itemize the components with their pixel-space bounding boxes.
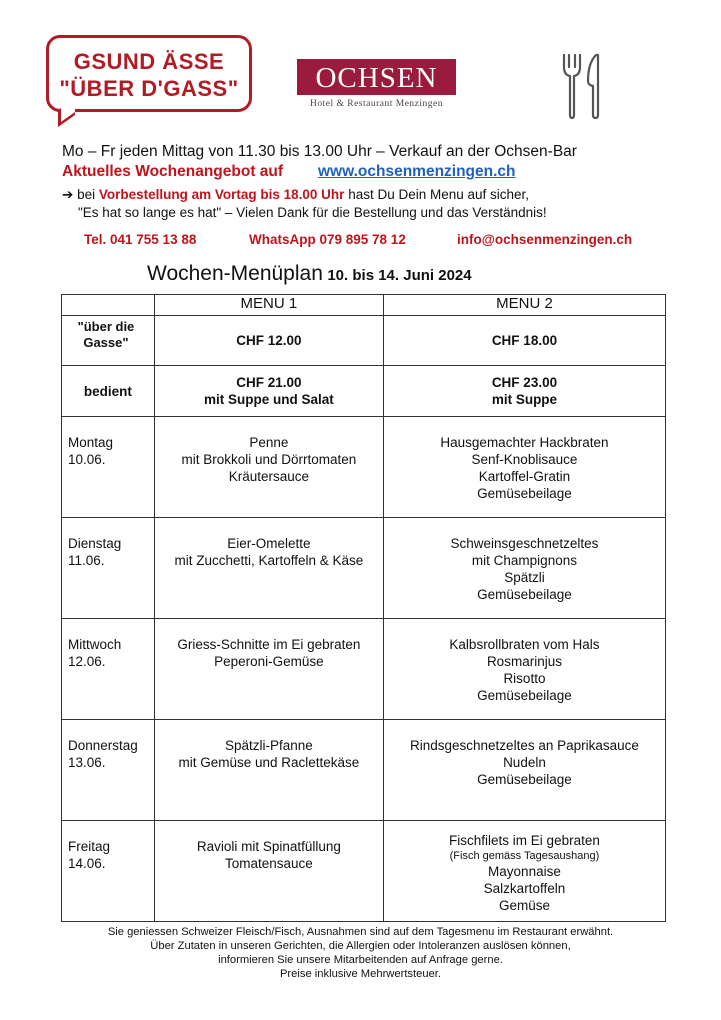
menu2-dish-cell	[383, 518, 665, 619]
menu-table	[61, 294, 666, 922]
dish-line: Rosmarinjus	[486, 654, 562, 669]
title-main: Wochen-Menüplan	[147, 262, 323, 285]
header-menu1: MENU 1	[154, 295, 383, 316]
table-row	[62, 619, 666, 720]
dish-line: Gemüsebeilage	[477, 772, 572, 787]
dish-line: Senf-Knoblisauce	[471, 452, 578, 467]
badge-line1: GSUND ÄSSE	[73, 49, 225, 74]
day-cell	[62, 720, 155, 821]
menu2-dish-cell	[383, 821, 665, 922]
table-row	[62, 518, 666, 619]
dish-line: Rindsgeschnetzeltes an Paprikasauce	[410, 738, 639, 753]
email-link[interactable]: info@ochsenmenzingen.ch	[457, 232, 633, 247]
dish-line: Griess-Schnitte im Ei gebraten	[177, 637, 361, 652]
day-rows	[62, 417, 666, 922]
dish-line: Peperoni-Gemüse	[214, 654, 324, 669]
menu1-dish-cell	[154, 619, 383, 720]
website-link[interactable]: www.ochsenmenzingen.ch	[318, 163, 516, 180]
bedient-menu1-price: CHF 21.00	[236, 375, 302, 390]
dish-line: Gemüse	[498, 898, 550, 913]
footer-notes	[0, 925, 721, 981]
dish-line: Eier-Omelette	[227, 536, 311, 551]
menu1-dish-cell	[154, 720, 383, 821]
dish-line: Gemüsebeilage	[477, 486, 572, 501]
dish-line: Nudeln	[503, 755, 546, 770]
day-name: Freitag	[68, 839, 111, 854]
table-row	[62, 720, 666, 821]
dish-line: mit Gemüse und Raclettekäse	[178, 755, 360, 770]
menu2-dish-cell	[383, 619, 665, 720]
dish-line: Schweinsgeschnetzeltes	[450, 536, 599, 551]
title-dates: 10. bis 14. Juni 2024	[327, 267, 472, 284]
gsund-asse-badge	[46, 35, 252, 112]
dish-line: Gemüsebeilage	[477, 688, 572, 703]
dish-line: mit Champignons	[471, 553, 577, 568]
dish-line: Hausgemachter Hackbraten	[440, 435, 609, 450]
dish-line: Penne	[249, 435, 289, 450]
table-row	[62, 417, 666, 518]
fork-knife-icon	[560, 53, 606, 119]
gasse-label-cell	[62, 316, 155, 366]
day-date: 14.06.	[68, 856, 106, 871]
preorder-post: hast Du Dein Menu auf sicher,	[348, 187, 530, 202]
day-date: 11.06.	[68, 553, 105, 568]
footer-line3: informieren Sie unsere Mitarbeitenden auf Anfrage gerne.	[218, 954, 503, 966]
gasse-price-menu2: CHF 18.00	[383, 316, 665, 366]
table-row-bedient	[62, 366, 666, 417]
ochsen-logo	[297, 59, 456, 109]
bedient-menu2-note: mit Suppe	[491, 392, 558, 407]
bedient-menu1-cell	[154, 366, 383, 417]
dish-line: Tomatensauce	[224, 856, 313, 871]
header-menu2: MENU 2	[383, 295, 665, 316]
menu1-dish-cell	[154, 417, 383, 518]
arrow-right-icon: ➔	[62, 187, 74, 202]
logo-subtitle: Hotel & Restaurant Menzingen	[310, 99, 443, 109]
day-cell	[62, 619, 155, 720]
badge-line2: "ÜBER D'GASS"	[59, 76, 239, 101]
page-title	[147, 262, 472, 286]
bedient-menu2-cell	[383, 366, 665, 417]
dish-line: Kräutersauce	[228, 469, 310, 484]
day-cell	[62, 821, 155, 922]
day-date: 12.06.	[68, 654, 106, 669]
dish-line: Salzkartoffeln	[483, 881, 566, 896]
day-name: Montag	[68, 435, 114, 450]
day-date: 10.06.	[68, 452, 106, 467]
dish-line: Spätzli-Pfanne	[224, 738, 313, 753]
bedient-label: bedient	[62, 366, 155, 417]
menu2-dish-cell	[383, 417, 665, 518]
footer-line1: Sie geniessen Schweizer Fleisch/Fisch, Ausnahmen sind auf dem Tagesmenu im Restaurant erwähnt.	[107, 926, 614, 938]
menu2-dish-cell	[383, 720, 665, 821]
whatsapp-number[interactable]: WhatsApp 079 895 78 12	[249, 232, 406, 247]
bedient-menu2-price: CHF 23.00	[491, 375, 558, 390]
table-row-gasse	[62, 316, 666, 366]
header-empty-cell	[62, 295, 155, 316]
dish-line: Ravioli mit Spinatfüllung	[196, 839, 341, 854]
dish-line: Fischfilets im Ei gebraten	[449, 833, 600, 848]
preorder-deadline: Vorbestellung am Vortag bis 18.00 Uhr	[98, 187, 345, 202]
day-name: Donnerstag	[68, 738, 138, 753]
preorder-line	[62, 187, 529, 203]
gasse-price-menu1: CHF 12.00	[154, 316, 383, 366]
day-name: Mittwoch	[68, 637, 122, 652]
menu1-dish-cell	[154, 821, 383, 922]
dish-line: Kartoffel-Gratin	[478, 469, 571, 484]
dish-line: Kalbsrollbraten vom Hals	[449, 637, 600, 652]
bedient-menu1-note: mit Suppe und Salat	[204, 392, 334, 407]
dish-line: Gemüsebeilage	[477, 587, 572, 602]
dish-line: mit Brokkoli und Dörrtomaten	[181, 452, 357, 467]
day-date: 13.06.	[68, 755, 106, 770]
footer-line4: Preise inklusive Mehrwertsteuer.	[279, 968, 442, 980]
dish-line: mit Zucchetti, Kartoffeln & Käse	[174, 553, 364, 568]
opening-hours: Mo – Fr jeden Mittag von 11.30 bis 13.00 Uhr – Verkauf an der Ochsen-Bar	[62, 143, 577, 160]
dish-line: Mayonnaise	[488, 864, 561, 879]
table-header-row	[62, 295, 666, 316]
dish-line: Risotto	[503, 671, 546, 686]
thanks-line: "Es hat so lange es hat" – Vielen Dank für die Bestellung und das Verständnis!	[78, 205, 547, 220]
menu1-dish-cell	[154, 518, 383, 619]
footer-line2: Über Zutaten in unseren Gerichten, die Allergien oder Intoleranzen auslösen können,	[150, 940, 571, 952]
day-cell	[62, 417, 155, 518]
phone-number[interactable]: Tel. 041 755 13 88	[84, 232, 197, 247]
table-row	[62, 821, 666, 922]
day-name: Dienstag	[68, 536, 122, 551]
dish-line: Spätzli	[504, 570, 545, 585]
preorder-pre: bei	[77, 187, 96, 202]
dish-line: (Fisch gemäss Tagesaushang)	[449, 850, 600, 862]
day-cell	[62, 518, 155, 619]
gasse-label: "über die Gasse"	[77, 319, 135, 350]
weekly-offer-label: Aktuelles Wochenangebot auf	[62, 163, 284, 180]
logo-name: OCHSEN	[297, 59, 456, 95]
